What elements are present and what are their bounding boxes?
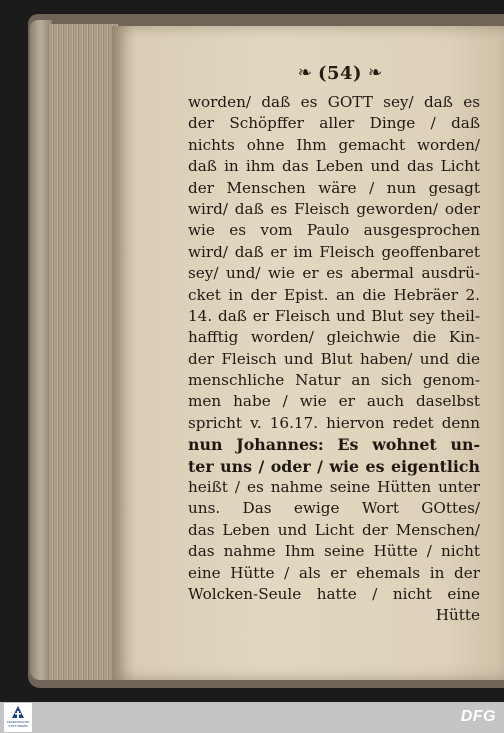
page-block-edges — [48, 24, 118, 680]
text-line: nun Johannes: Es wohnet un- — [188, 435, 480, 455]
text-line: 14. daß er Fleisch und Blut sey theil- — [188, 306, 480, 325]
text-line: der Schöpffer aller Dinge / daß — [188, 114, 480, 133]
text-line: men habe / wie er auch daselbst — [188, 392, 480, 411]
text-line: menschliche Natur an sich genom- — [188, 371, 480, 390]
text-line: das nahme Ihm seine Hütte / nicht — [188, 542, 480, 561]
institution-logo[interactable] — [4, 703, 32, 732]
text-line: spricht v. 16.17. hiervon redet denn — [188, 413, 480, 432]
page-number: (54) — [317, 62, 363, 84]
ornament-right-icon: ❧ — [368, 62, 383, 83]
text-line: der Fleisch und Blut haben/ und die — [188, 349, 480, 368]
text-line: sey/ und/ wie er es abermal ausdrü- — [188, 264, 480, 283]
catchword: Hütte — [435, 606, 480, 625]
text-line: heißt / es nahme seine Hütten unter — [188, 478, 480, 497]
viewer-footer-bar — [0, 702, 504, 733]
institution-name-line1: FRANCKESCHE — [6, 720, 30, 724]
ornament-left-icon: ❧ — [297, 62, 312, 83]
text-line: wie es vom Paulo ausgesprochen — [188, 221, 480, 240]
page-header — [270, 61, 410, 85]
text-line: uns. Das ewige Wort GOttes/ — [188, 499, 480, 518]
text-line: Wolcken-Seule hatte / nicht eine — [188, 584, 480, 603]
francke-foundation-logo-icon — [10, 705, 26, 721]
text-line: hafftig worden/ gleichwie die Kin- — [188, 328, 480, 347]
institution-name-line2: STIFTUNGEN — [8, 723, 28, 728]
text-line: worden/ daß es GOTT sey/ daß es — [188, 93, 480, 111]
text-line: wird/ daß er im Fleisch geoffenbaret — [188, 242, 480, 261]
text-line: cket in der Epist. an die Hebräer 2. — [188, 285, 480, 304]
text-line: eine Hütte / als er ehemals in der — [188, 563, 480, 582]
text-line: der Menschen wäre / nun gesagt — [188, 178, 480, 197]
dfg-logo[interactable]: DFG — [460, 708, 496, 725]
text-line: ter uns / oder / wie es eigentlich — [188, 456, 480, 476]
text-line: das Leben und Licht der Menschen/ — [188, 520, 480, 539]
text-line: daß in ihm das Leben und das Licht — [188, 157, 480, 176]
body-text — [188, 92, 480, 627]
text-line: wird/ daß es Fleisch geworden/ oder — [188, 199, 480, 218]
text-line: nichts ohne Ihm gemacht worden/ — [188, 135, 480, 154]
